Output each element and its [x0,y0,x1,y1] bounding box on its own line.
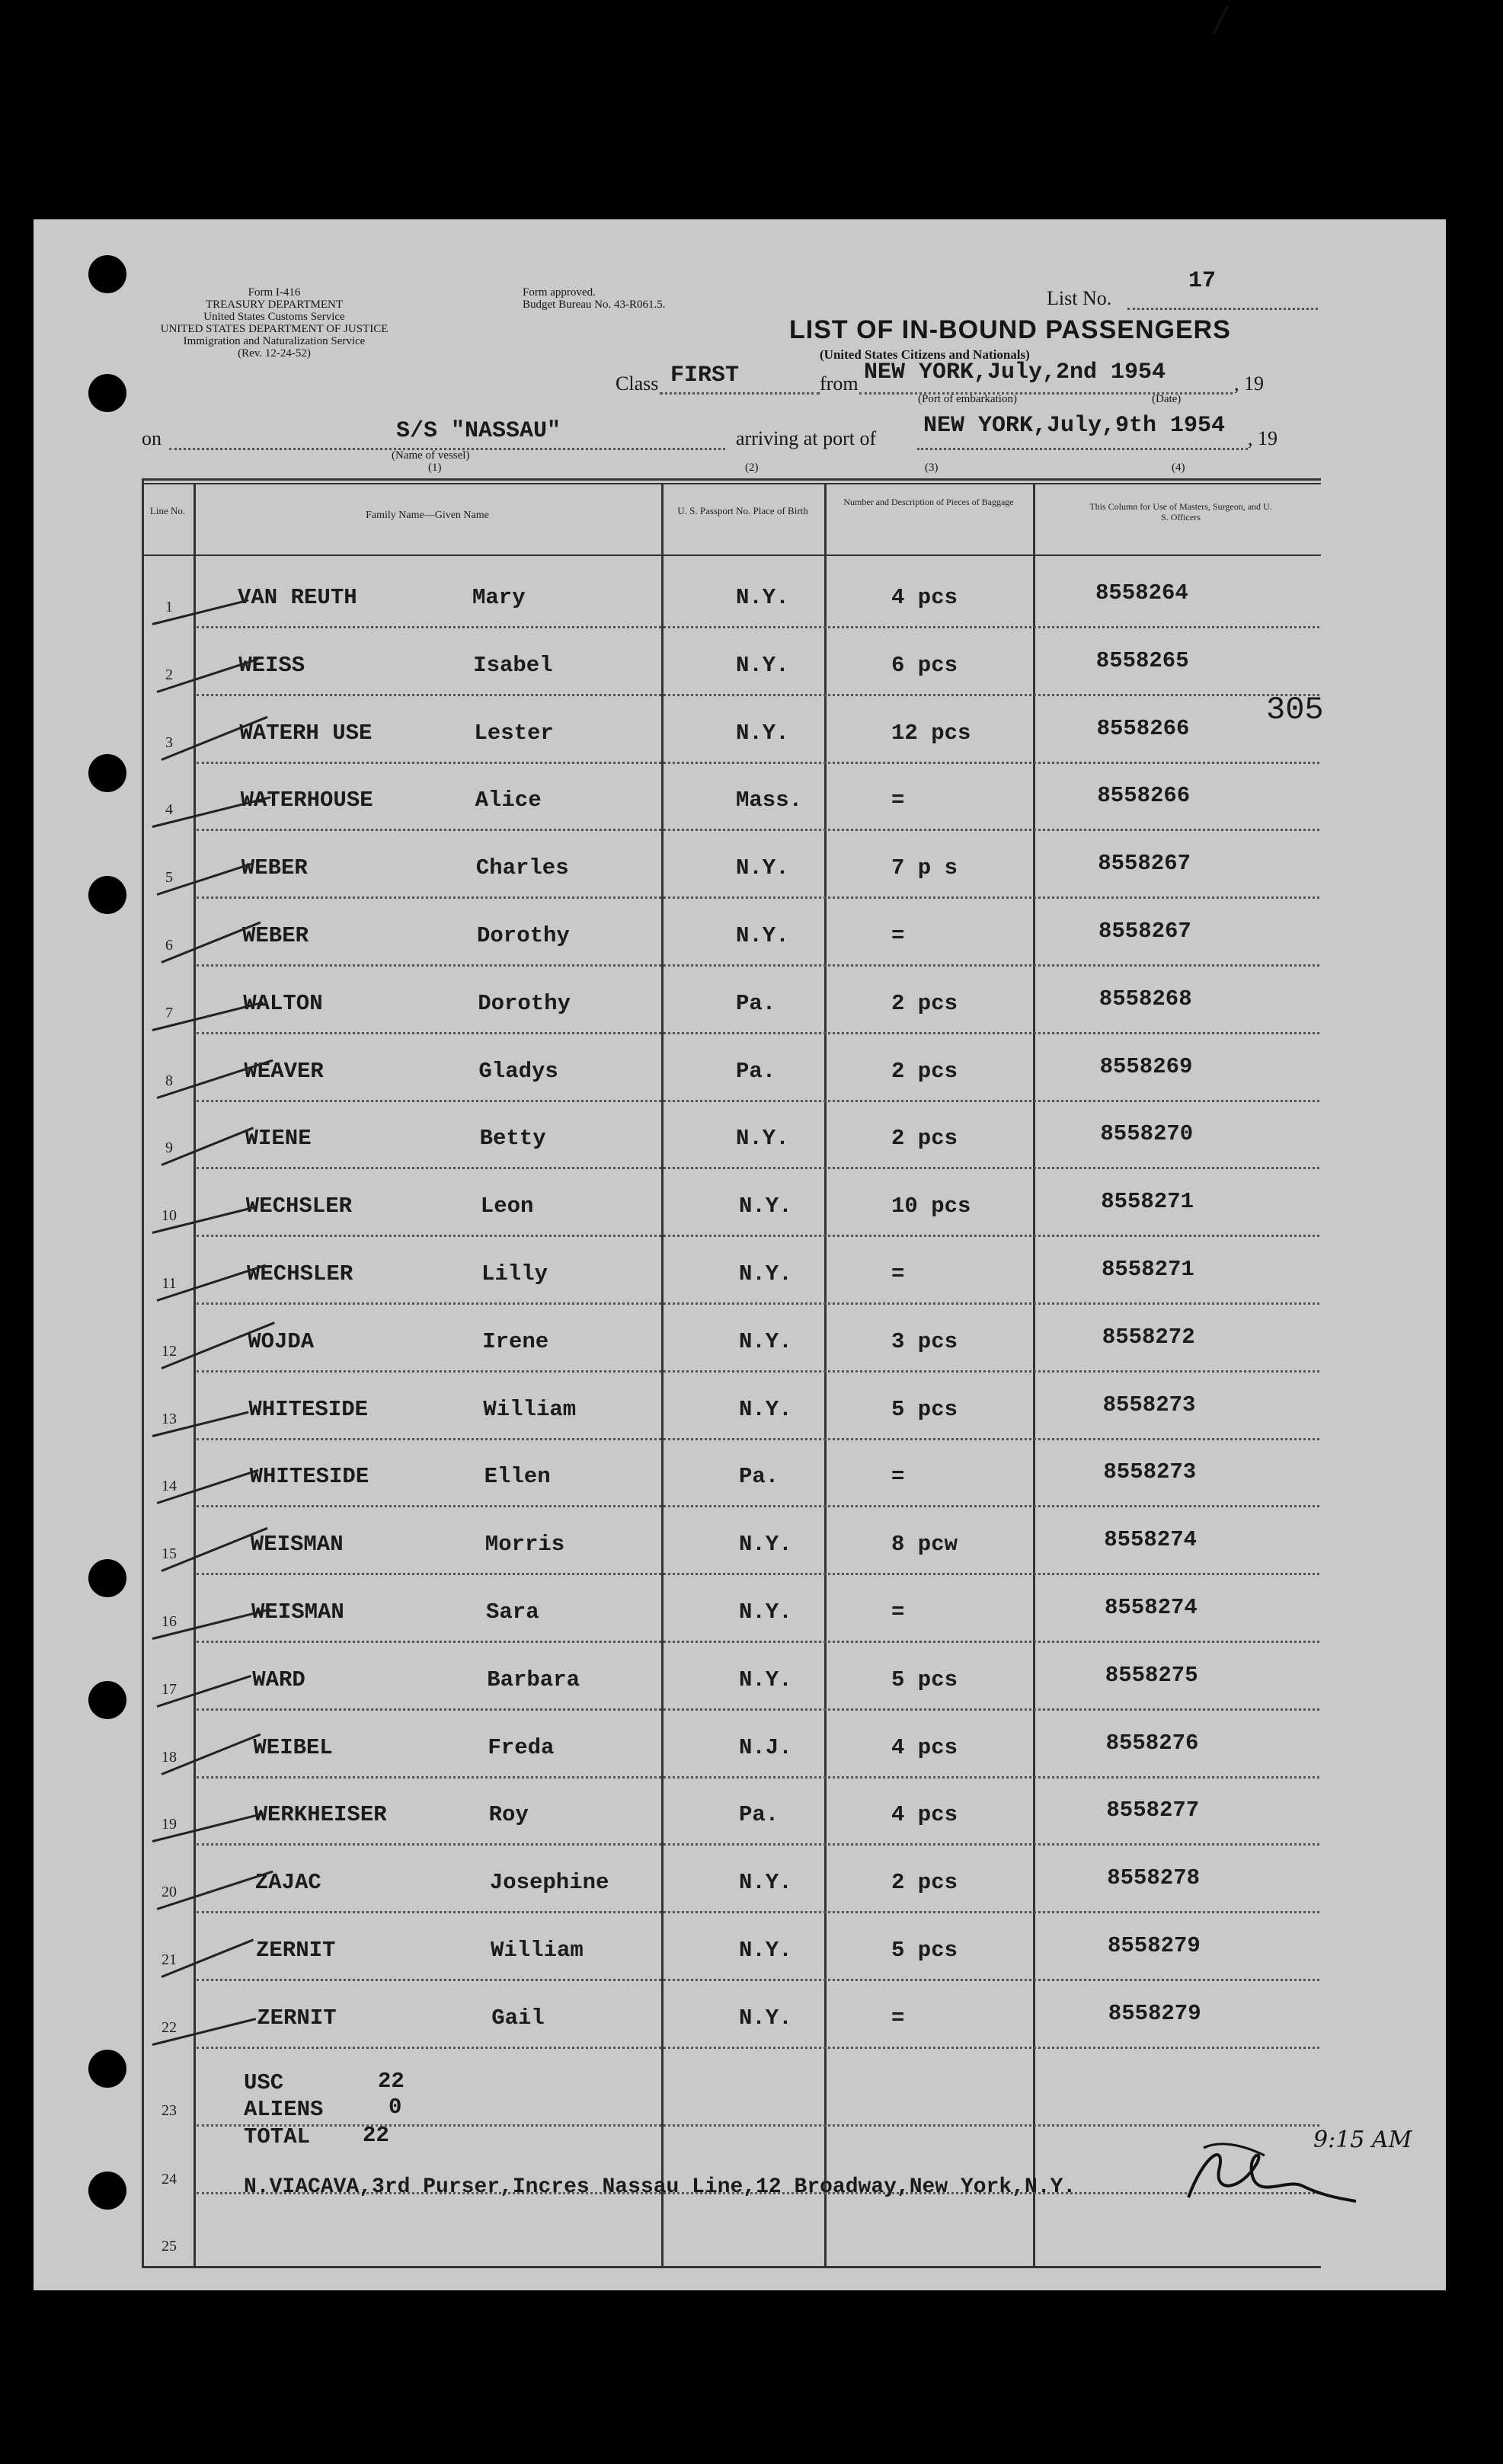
family-name: ZERNIT [257,2005,337,2031]
officer-number: 8558278 [1107,1865,1201,1891]
place-of-birth: Pa. [739,1464,779,1490]
row-rule [197,1370,1319,1373]
given-name: Roy [488,1802,529,1828]
officer-number: 8558276 [1105,1730,1199,1756]
header-bottom-rule [142,554,1321,556]
officer-number: 8558277 [1106,1798,1200,1823]
budget-bureau: Budget Bureau No. 43-R061.5. [523,299,666,311]
officer-number: 8558273 [1102,1392,1196,1417]
given-name: Gladys [478,1058,558,1084]
line-number: 18 [161,1748,177,1766]
col-divider [1033,483,1035,2268]
baggage: 7 p s [891,855,958,881]
row-rule [197,1708,1319,1711]
baggage: 6 pcs [891,652,958,678]
place-of-birth: Pa. [736,990,776,1016]
family-name: WOJDA [248,1328,315,1354]
given-name: Josephine [489,1870,609,1896]
row-rule [197,1302,1319,1305]
place-of-birth: N.Y. [739,1328,792,1354]
treasury-dept: TREASURY DEPARTMENT [205,299,344,311]
given-name: Betty [479,1126,546,1152]
given-name: William [491,1938,584,1963]
list-no-value: 17 [1188,268,1217,294]
given-name: Irene [482,1328,549,1354]
class-underline [660,392,820,395]
year-suffix-2: , 19 [1248,427,1278,449]
given-name: Sara [486,1600,539,1625]
line-number: 8 [165,1072,173,1089]
baggage: 2 pcs [891,1870,958,1896]
given-name: Barbara [487,1667,580,1692]
place-of-birth: N.Y. [739,1396,792,1422]
col-divider [824,483,827,2268]
line-number: 12 [161,1342,177,1360]
officer-number: 8558275 [1105,1662,1198,1688]
place-of-birth: N.Y. [739,1667,792,1692]
form-id: Form I-416 [248,286,301,299]
line-number: 6 [165,937,173,954]
officer-number: 8558264 [1095,580,1188,606]
place-of-birth: N.Y. [736,855,789,881]
line-number: 5 [165,869,173,887]
binder-hole [88,255,126,293]
row-rule [197,1167,1319,1169]
line-number: 19 [161,1816,177,1833]
given-name: Leon [480,1194,534,1219]
place-of-birth: N.Y. [736,923,789,948]
row-rule [197,626,1319,628]
table-top-rule-2 [142,483,1321,484]
family-name: WALTON [243,990,323,1016]
port-embark-caption: (Port of embarkation) [918,393,1017,405]
family-name: WERKHEISER [254,1802,387,1828]
line-number: 23 [161,2102,177,2119]
officer-number: 8558267 [1098,851,1191,877]
form-approved: Form approved. [523,286,596,299]
place-of-birth: Pa. [736,1058,776,1084]
place-of-birth: N.Y. [739,1938,792,1963]
row-rule [197,1843,1319,1846]
family-name: ZAJAC [254,1870,321,1896]
form-approval [523,286,665,311]
table-top-rule [142,478,1321,481]
place-of-birth: Mass. [736,788,803,813]
place-of-birth: N.Y. [739,2005,792,2031]
officer-number: 8558274 [1104,1527,1198,1553]
family-name: WIENE [245,1126,312,1152]
baggage: 8 pcw [891,1532,958,1558]
aliens-value: 0 [389,2095,402,2120]
officer-number: 8558273 [1103,1459,1197,1485]
col-head-officers: This Column for Use of Masters, Surgeon, and U. S. Officers [1089,501,1272,523]
class-label: Class [616,372,659,395]
handwritten-time: 9:15 AM [1313,2127,1412,2153]
row-rule [197,1979,1319,1981]
officer-number: 8558279 [1108,1933,1201,1958]
baggage: 4 pcs [891,585,958,610]
place-of-birth: N.Y. [739,1261,792,1286]
row-rule [197,1100,1319,1102]
row-rule [197,1776,1319,1778]
line-number: 14 [161,1478,177,1495]
line-number: 16 [161,1613,177,1630]
customs-service: United States Customs Service [203,311,345,323]
family-name: WHITESIDE [248,1396,369,1422]
on-label: on [142,427,161,449]
line-number: 22 [161,2018,177,2036]
baggage: = [891,788,905,813]
arriving-value: NEW YORK,July,9th 1954 [923,413,1226,439]
line-number: 21 [161,1951,177,1968]
officer-number: 8558269 [1099,1053,1193,1079]
baggage: 12 pcs [891,720,971,746]
line-number: 24 [161,2171,177,2188]
form-title: LIST OF IN-BOUND PASSENGERS [789,315,1231,344]
given-name: Isabel [473,652,553,678]
given-name: Ellen [484,1464,551,1490]
officer-number: 8558279 [1108,2000,1201,2026]
officer-number: 8558271 [1102,1257,1194,1282]
line-number: 3 [165,733,173,751]
baggage: = [891,1600,905,1625]
form-header-left [137,286,411,360]
line-number: 2 [165,666,173,683]
baggage: = [891,1261,905,1286]
row-rule [197,1032,1319,1034]
officer-number: 8558268 [1098,986,1192,1011]
family-name: WECHSLER [247,1261,353,1286]
baggage: 4 pcs [891,1734,958,1760]
binder-hole [88,2050,126,2088]
baggage: 3 pcs [891,1328,958,1354]
row-rule [197,1573,1319,1575]
year-suffix: , 19 [1234,372,1264,395]
family-name: WATERH USE [239,720,373,746]
given-name: Gail [491,2005,545,2031]
given-name: Freda [488,1734,555,1760]
from-label: from [820,372,859,395]
place-of-birth: N.Y. [736,585,789,610]
family-name: WEBER [241,855,308,881]
usc-label: USC [244,2070,284,2095]
col-divider [193,483,196,2268]
officer-number: 8558271 [1101,1189,1194,1215]
given-name: Lester [474,720,554,746]
line-number: 20 [161,1884,177,1901]
row-rule [197,829,1319,831]
line-number: 7 [165,1004,173,1021]
aliens-label: ALIENS [244,2097,324,2122]
binder-hole [88,2172,126,2210]
row-rule [197,1505,1319,1507]
baggage: 2 pcs [891,990,958,1016]
baggage: = [891,2005,905,2031]
given-name: Dorothy [477,923,570,948]
officer-number: 8558265 [1095,647,1189,673]
given-name: Morris [484,1532,565,1558]
date-caption: (Date) [1152,393,1182,405]
list-no-underline [1127,308,1318,310]
arriving-label: arriving at port of [736,427,877,449]
place-of-birth: N.J. [739,1734,792,1760]
row-rule [197,2047,1319,2049]
baggage: = [891,923,905,948]
given-name: Dorothy [478,990,571,1016]
vessel-value: S/S "NASSAU" [396,418,561,444]
row-rule [197,1438,1319,1440]
family-name: ZERNIT [256,1938,336,1963]
col-head-line-no: Line No. [149,505,186,516]
line-number: 11 [161,1275,177,1292]
line-number: 1 [165,599,173,615]
col-num-4: (4) [1172,462,1185,474]
line-number: 17 [161,1680,177,1698]
family-name: WATERHOUSE [240,788,373,813]
row-rule [197,1641,1319,1643]
col-num-2: (2) [745,462,759,474]
class-value: FIRST [670,363,740,388]
baggage: 10 pcs [891,1194,971,1219]
row-rule [197,762,1319,764]
officer-number: 8558266 [1097,783,1191,809]
from-value: NEW YORK,July,2nd 1954 [864,360,1166,385]
given-name: Charles [475,855,569,881]
place-of-birth: N.Y. [736,1126,789,1152]
baggage: 5 pcs [891,1938,958,1963]
officer-number: 8558274 [1105,1595,1198,1620]
col-num-1: (1) [428,462,442,474]
family-name: WEAVER [244,1058,324,1084]
officer-number: 8558267 [1098,919,1191,944]
officer-number: 8558270 [1100,1121,1194,1147]
baggage: 2 pcs [891,1058,958,1084]
family-name: WEISS [238,652,305,678]
row-rule [197,896,1319,899]
place-of-birth: N.Y. [739,1194,792,1219]
line-number: 25 [161,2238,177,2255]
col-divider [661,483,664,2268]
arriving-underline [917,448,1248,450]
place-of-birth: N.Y. [739,1600,792,1625]
list-no-label: List No. [1047,287,1112,309]
place-of-birth: N.Y. [739,1532,792,1558]
col-head-passport: U. S. Passport No. Place of Birth [677,505,808,516]
row-rule [197,1235,1319,1237]
baggage: 5 pcs [891,1396,958,1422]
baggage: 2 pcs [891,1126,958,1152]
baggage: 5 pcs [891,1667,958,1692]
line-number: 9 [165,1139,173,1157]
row-rule [197,694,1319,696]
family-name: WHITESIDE [249,1464,369,1490]
officer-number: 8558266 [1096,715,1190,741]
baggage: 4 pcs [891,1802,958,1828]
place-of-birth: Pa. [739,1802,779,1828]
row-rule [197,964,1319,967]
family-name: WEBER [242,923,309,948]
family-name: WEIBEL [253,1734,333,1760]
col-head-name: Family Name—Given Name [366,510,489,521]
form-subtitle: (United States Citizens and Nationals) [820,347,1030,362]
table-left-border [142,478,144,2268]
total-label: TOTAL [244,2124,311,2149]
line-number: 10 [161,1207,177,1225]
binder-hole [88,1681,126,1719]
family-name: WEISMAN [250,1532,344,1558]
given-name: Lilly [481,1261,548,1286]
col-head-baggage: Number and Description of Pieces of Baggage [843,497,1014,507]
binder-hole [88,1559,126,1597]
family-name: VAN REUTH [238,585,357,610]
binder-hole [88,754,126,792]
place-of-birth: N.Y. [736,720,789,746]
corner-mark: / [1215,0,1226,39]
baggage: = [891,1464,905,1490]
place-of-birth: N.Y. [736,652,789,678]
line-number: 15 [161,1545,177,1563]
family-name: WECHSLER [245,1194,353,1219]
total-value: 22 [363,2123,389,2148]
family-name: WEISMAN [251,1600,344,1625]
justice-dept: UNITED STATES DEPARTMENT OF JUSTICE [160,323,389,335]
binder-hole [88,876,126,914]
row-rule [197,1911,1319,1913]
ins-service: Immigration and Naturalization Service [183,335,366,347]
margin-stamp: 305 [1266,692,1324,728]
officer-number: 8558272 [1102,1324,1195,1350]
col-num-3: (3) [925,462,939,474]
line-number: 4 [165,801,173,819]
binder-hole [88,374,126,412]
usc-value: 22 [378,2069,405,2094]
place-of-birth: N.Y. [739,1870,792,1896]
vessel-caption: (Name of vessel) [392,449,470,462]
revision-date: (Rev. 12-24-52) [238,347,311,360]
given-name: Mary [472,585,526,610]
family-name: WARD [252,1667,305,1692]
purser-line: N.VIACAVA,3rd Purser,Incres Nassau Line,12 Broadway,New York,N.Y. [244,2175,1076,2199]
given-name: William [483,1396,577,1422]
line-number: 13 [161,1410,177,1427]
given-name: Alice [475,788,542,813]
table-bottom-rule [142,2266,1321,2268]
